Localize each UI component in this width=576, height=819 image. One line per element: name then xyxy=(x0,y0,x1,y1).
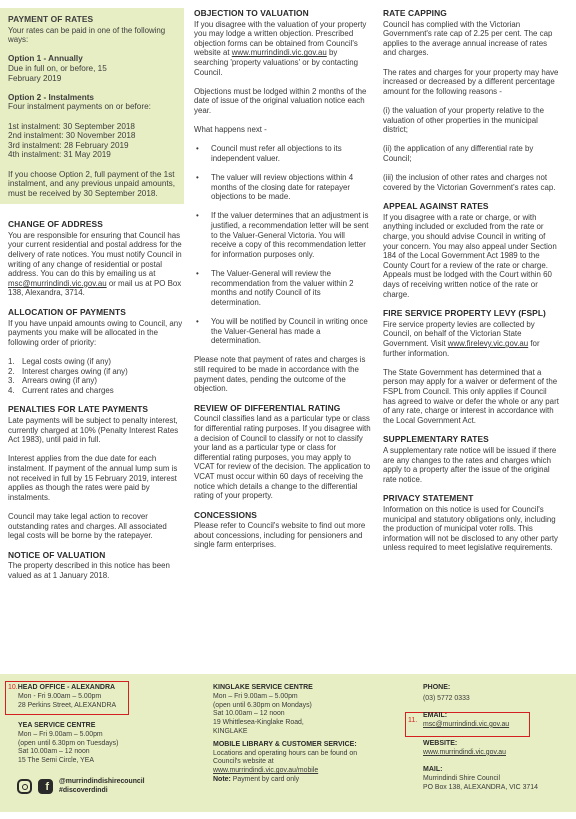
allocation-heading: ALLOCATION OF PAYMENTS xyxy=(8,307,126,318)
objection-website-link[interactable]: www.murrindindi.vic.gov.au xyxy=(231,48,327,58)
instalment-4: 4th instalment: 31 May 2019 xyxy=(8,150,111,160)
capping-heading: RATE CAPPING xyxy=(383,8,447,18)
yea-sat: Sat 10.00am – 12 noon xyxy=(18,748,90,756)
phone-block xyxy=(423,684,470,704)
list-item: • If the valuer determines that an adjustment is justified, a recommendation letter will be sent to the Valuer-General Victoria. You will receive a copy of this recommendation letter for information purposes only. xyxy=(194,211,372,259)
appeal-heading: APPEAL AGAINST RATES xyxy=(383,201,489,212)
payment-intro: Your rates can be paid in one of the following ways: xyxy=(8,25,166,45)
privacy-text: Information on this notice is used for Council's municipal and statutory obligations only, including the production of municipal voter rolls. This information will not be disclosed to any other party unless required to meet legislative requirements. xyxy=(383,504,559,553)
fspl-website-link[interactable]: www.firelevy.vic.gov.au xyxy=(447,339,529,348)
kinglake-address1: 19 Whittlesea-Kinglake Road, xyxy=(213,719,304,727)
fspl-p2: The State Government has determined that a person may apply for a waiver or deferment of the FSPL from Council. This only applies if Council has agreed to waive or defer the whole or any part of any rate, charge or interest in accordance with the Local Government Act. xyxy=(383,367,559,425)
mobile-note: Note: Payment by card only xyxy=(213,775,300,783)
marker-10: 10. xyxy=(8,684,18,691)
marker-11: 11. xyxy=(408,717,418,724)
list-item: • Council must refer all objections to its independent valuer. xyxy=(194,144,372,163)
list-item: 1. Legal costs owing (if any) xyxy=(8,357,112,366)
supplementary-text: A supplementary rate notice will be issued if there are any changes to the rates and charges which apply to a property after the issue of the original rate notice. xyxy=(383,445,557,484)
head-office-block xyxy=(8,684,116,710)
capping-i: (i) the valuation of your property relative to the valuation of other properties in the municipal district; xyxy=(383,105,544,135)
phone-title: PHONE: xyxy=(423,684,451,691)
privacy-heading: PRIVACY STATEMENT xyxy=(383,493,474,504)
kinglake-sat: Sat 10.00am – 12 noon xyxy=(213,710,285,718)
appeal-text: If you disagree with a rate or charge, or with anything included or excluded from the rate or charge, you should advise Council in writing of your concern. You may also appeal under Section 184 of the Local Government Act 1989 to the County Court for a review of the rate or charge. Appeals must be lodged with the Court within 60 days of receiving written notice of the rate or charge. xyxy=(383,212,557,299)
instalment-1: 1st instalment: 30 September 2018 xyxy=(8,121,135,131)
social-hashtag: #discoverdindi xyxy=(59,786,108,794)
kinglake-title: KINGLAKE SERVICE CENTRE xyxy=(213,684,313,691)
valuation-text: The property described in this notice has been valued as at 1 January 2018. xyxy=(8,561,170,580)
capping-iii: (iii) the inclusion of other rates and charges not covered by the Victorian Government's rates cap. xyxy=(383,173,556,192)
instalment-2: 2nd instalment: 30 November 2018 xyxy=(8,131,136,141)
mobile-line1: Locations and operating hours can be found on xyxy=(213,749,358,757)
website-block xyxy=(423,740,506,758)
column-right xyxy=(383,8,561,553)
social-handle: @murrindindishirecouncil xyxy=(59,778,145,785)
capping-ii: (ii) the application of any differential rate by Council; xyxy=(383,144,534,163)
mobile-line2: Council's website at xyxy=(213,758,274,766)
mail-block xyxy=(423,766,538,792)
valuation-heading: NOTICE OF VALUATION xyxy=(8,549,106,560)
payment-panel xyxy=(0,8,184,204)
kinglake-hours: Mon – Fri 9.00am – 5.00pm xyxy=(213,692,298,700)
list-item: • The Valuer-General will review the recommendation from the valuer within 2 months and notify Council of its determination. xyxy=(194,269,372,307)
kinglake-block xyxy=(213,684,357,785)
list-item: 2. Interest charges owing (if any) xyxy=(8,366,128,376)
list-item: • The valuer will review objections within 4 months of the closing date for ratepayer objections to be made. xyxy=(194,173,372,202)
instalment-3: 3rd instalment: 28 February 2019 xyxy=(8,140,129,150)
penalties-heading: PENALTIES FOR LATE PAYMENTS xyxy=(8,404,149,415)
fspl-text: Fire service property levies are collected by Council, on behalf of the Victorian State Government. Visit www.firelevy.vic.gov.au for further information. xyxy=(383,319,540,358)
concessions-text: Please refer to Council's website to find out more about concessions, including for pensioners and single farm enterprises. xyxy=(194,521,366,550)
head-office-title: HEAD OFFICE - ALEXANDRA xyxy=(17,684,116,691)
objection-steps xyxy=(194,144,372,345)
address-heading: CHANGE OF ADDRESS xyxy=(8,219,103,230)
social-tags xyxy=(59,778,145,795)
penalties-p3: Council may take legal action to recover outstanding rates and charges. All associated legal costs will be borne by the ratepayer. xyxy=(8,511,167,541)
head-office-address: 28 Perkins Street, ALEXANDRA xyxy=(18,701,117,709)
address-text: You are responsible for ensuring that Council has your current residential and postal address for the delivery of rate notices. You must notify Council in writing of any change of residential or postal address. You can do this by emailing us at msc@murrindindi.vic.gov.au or mail us at PO Box 138, Alexandra, 3714. xyxy=(8,230,182,298)
list-item: • You will be notified by Council in writing once the Valuer-General has made a determination. xyxy=(194,317,372,346)
yea-title: YEA SERVICE CENTRE xyxy=(18,722,96,729)
yea-block xyxy=(18,722,118,766)
website-title: WEBSITE: xyxy=(423,740,458,747)
yea-late: (open until 6.30pm on Tuesdays) xyxy=(18,739,119,747)
option2-note: If you choose Option 2, full payment of the 1st instalment, and any previous unpaid amounts, must be received by 30 September 2018. xyxy=(8,169,176,198)
differential-heading: REVIEW OF DIFFERENTIAL RATING xyxy=(194,402,341,413)
option1-title: Option 1 - Annually xyxy=(8,54,83,64)
option2-text: Four instalment payments on or before: xyxy=(8,102,151,112)
email-block xyxy=(423,712,509,730)
concessions-heading: CONCESSIONS xyxy=(194,509,257,520)
objection-heading: OBJECTION TO VALUATION xyxy=(194,8,309,18)
capping-p1: Council has complied with the Victorian Government's rate cap of 2.25 per cent. The cap applies to the average annual increase of rates and charges. xyxy=(383,19,553,58)
email-title: EMAIL: xyxy=(423,712,448,719)
phone-value: (03) 5772 0333 xyxy=(423,694,470,702)
list-item: 3. Arrears owing (if any) xyxy=(8,376,97,386)
mail-title: MAIL: xyxy=(423,766,443,773)
allocation-list xyxy=(8,357,184,395)
objection-p2: Objections must be lodged within 2 months of the date of issue of the original valuation notice each year. xyxy=(194,86,367,115)
facebook-icon[interactable]: f xyxy=(38,779,53,794)
address-email-link[interactable]: msc@murrindindi.vic.gov.au xyxy=(8,278,107,288)
fspl-heading: FIRE SERVICE PROPERTY LEVY (FSPL) xyxy=(383,308,546,319)
website-link[interactable]: www.murrindindi.vic.gov.au xyxy=(423,748,506,756)
column-middle xyxy=(194,8,372,550)
yea-address: 15 The Semi Circle, YEA xyxy=(18,757,94,765)
email-link[interactable]: msc@murrindindi.vic.gov.au xyxy=(423,720,510,728)
supplementary-heading: SUPPLEMENTARY RATES xyxy=(383,434,489,445)
differential-text: Council classifies land as a particular type or class for differential rating purposes. If you disagree with a decision of Council to classify or not to classify your land as a particular type or class for differential rating purposes, you may apply to VCAT for review of the decision. The application to VCAT must occur within 60 days of receiving the notice which details a change to the differential rating of your property. xyxy=(194,414,371,501)
mail-line1: Murrindindi Shire Council xyxy=(423,774,500,782)
mobile-title: MOBILE LIBRARY & CUSTOMER SERVICE: xyxy=(213,740,357,748)
mobile-link[interactable]: www.murrindindi.vic.gov.au/mobile xyxy=(213,767,319,775)
yea-hours: Mon – Fri 9.00am – 5.00pm xyxy=(18,730,103,738)
kinglake-late: (open until 6.30pm on Mondays) xyxy=(213,701,312,709)
mail-line2: PO Box 138, ALEXANDRA, VIC 3714 xyxy=(423,783,538,791)
option1-text: Due in full on, or before, 15 February 2019 xyxy=(8,63,107,83)
capping-p2: The rates and charges for your property may have increased or decreased by a different percentage amount for the following reasons - xyxy=(383,67,559,96)
penalties-p1: Late payments will be subject to penalty interest, currently charged at 10% (Penalty Interest Rates Act 1983), until paid in full. xyxy=(8,415,179,445)
kinglake-address2: KINGLAKE xyxy=(213,727,248,735)
objection-text: If you disagree with the valuation of your property you may lodge a written objection. Prescribed objection forms can be obtained from Council's website at www.murrindindi.vic.gov.au by searching 'property valuations' or by contacting Council. xyxy=(194,19,367,77)
list-item: 4. Current rates and charges xyxy=(8,385,114,395)
social-links xyxy=(17,778,145,795)
instagram-icon[interactable] xyxy=(17,779,32,794)
payment-heading: PAYMENT OF RATES xyxy=(8,14,94,24)
column-left xyxy=(8,8,184,580)
option2-title: Option 2 - Instalments xyxy=(8,92,94,102)
penalties-p2: Interest applies from the due date for each instalment. If payment of the annual lump sum is not received in full by 15 February 2019, interest applies as though the rates were paid by instalments. xyxy=(8,454,178,502)
objection-p3: What happens next - xyxy=(194,125,267,135)
head-office-hours: Mon - Fri 9.00am – 5.00pm xyxy=(18,692,102,700)
allocation-text: If you have unpaid amounts owing to Council, any payments you make will be allocated in the following order of priority: xyxy=(8,318,183,347)
objection-p4: Please note that payment of rates and charges is still required to be made in accordance with the payment dates, pending the outcome of the objection. xyxy=(194,355,366,394)
